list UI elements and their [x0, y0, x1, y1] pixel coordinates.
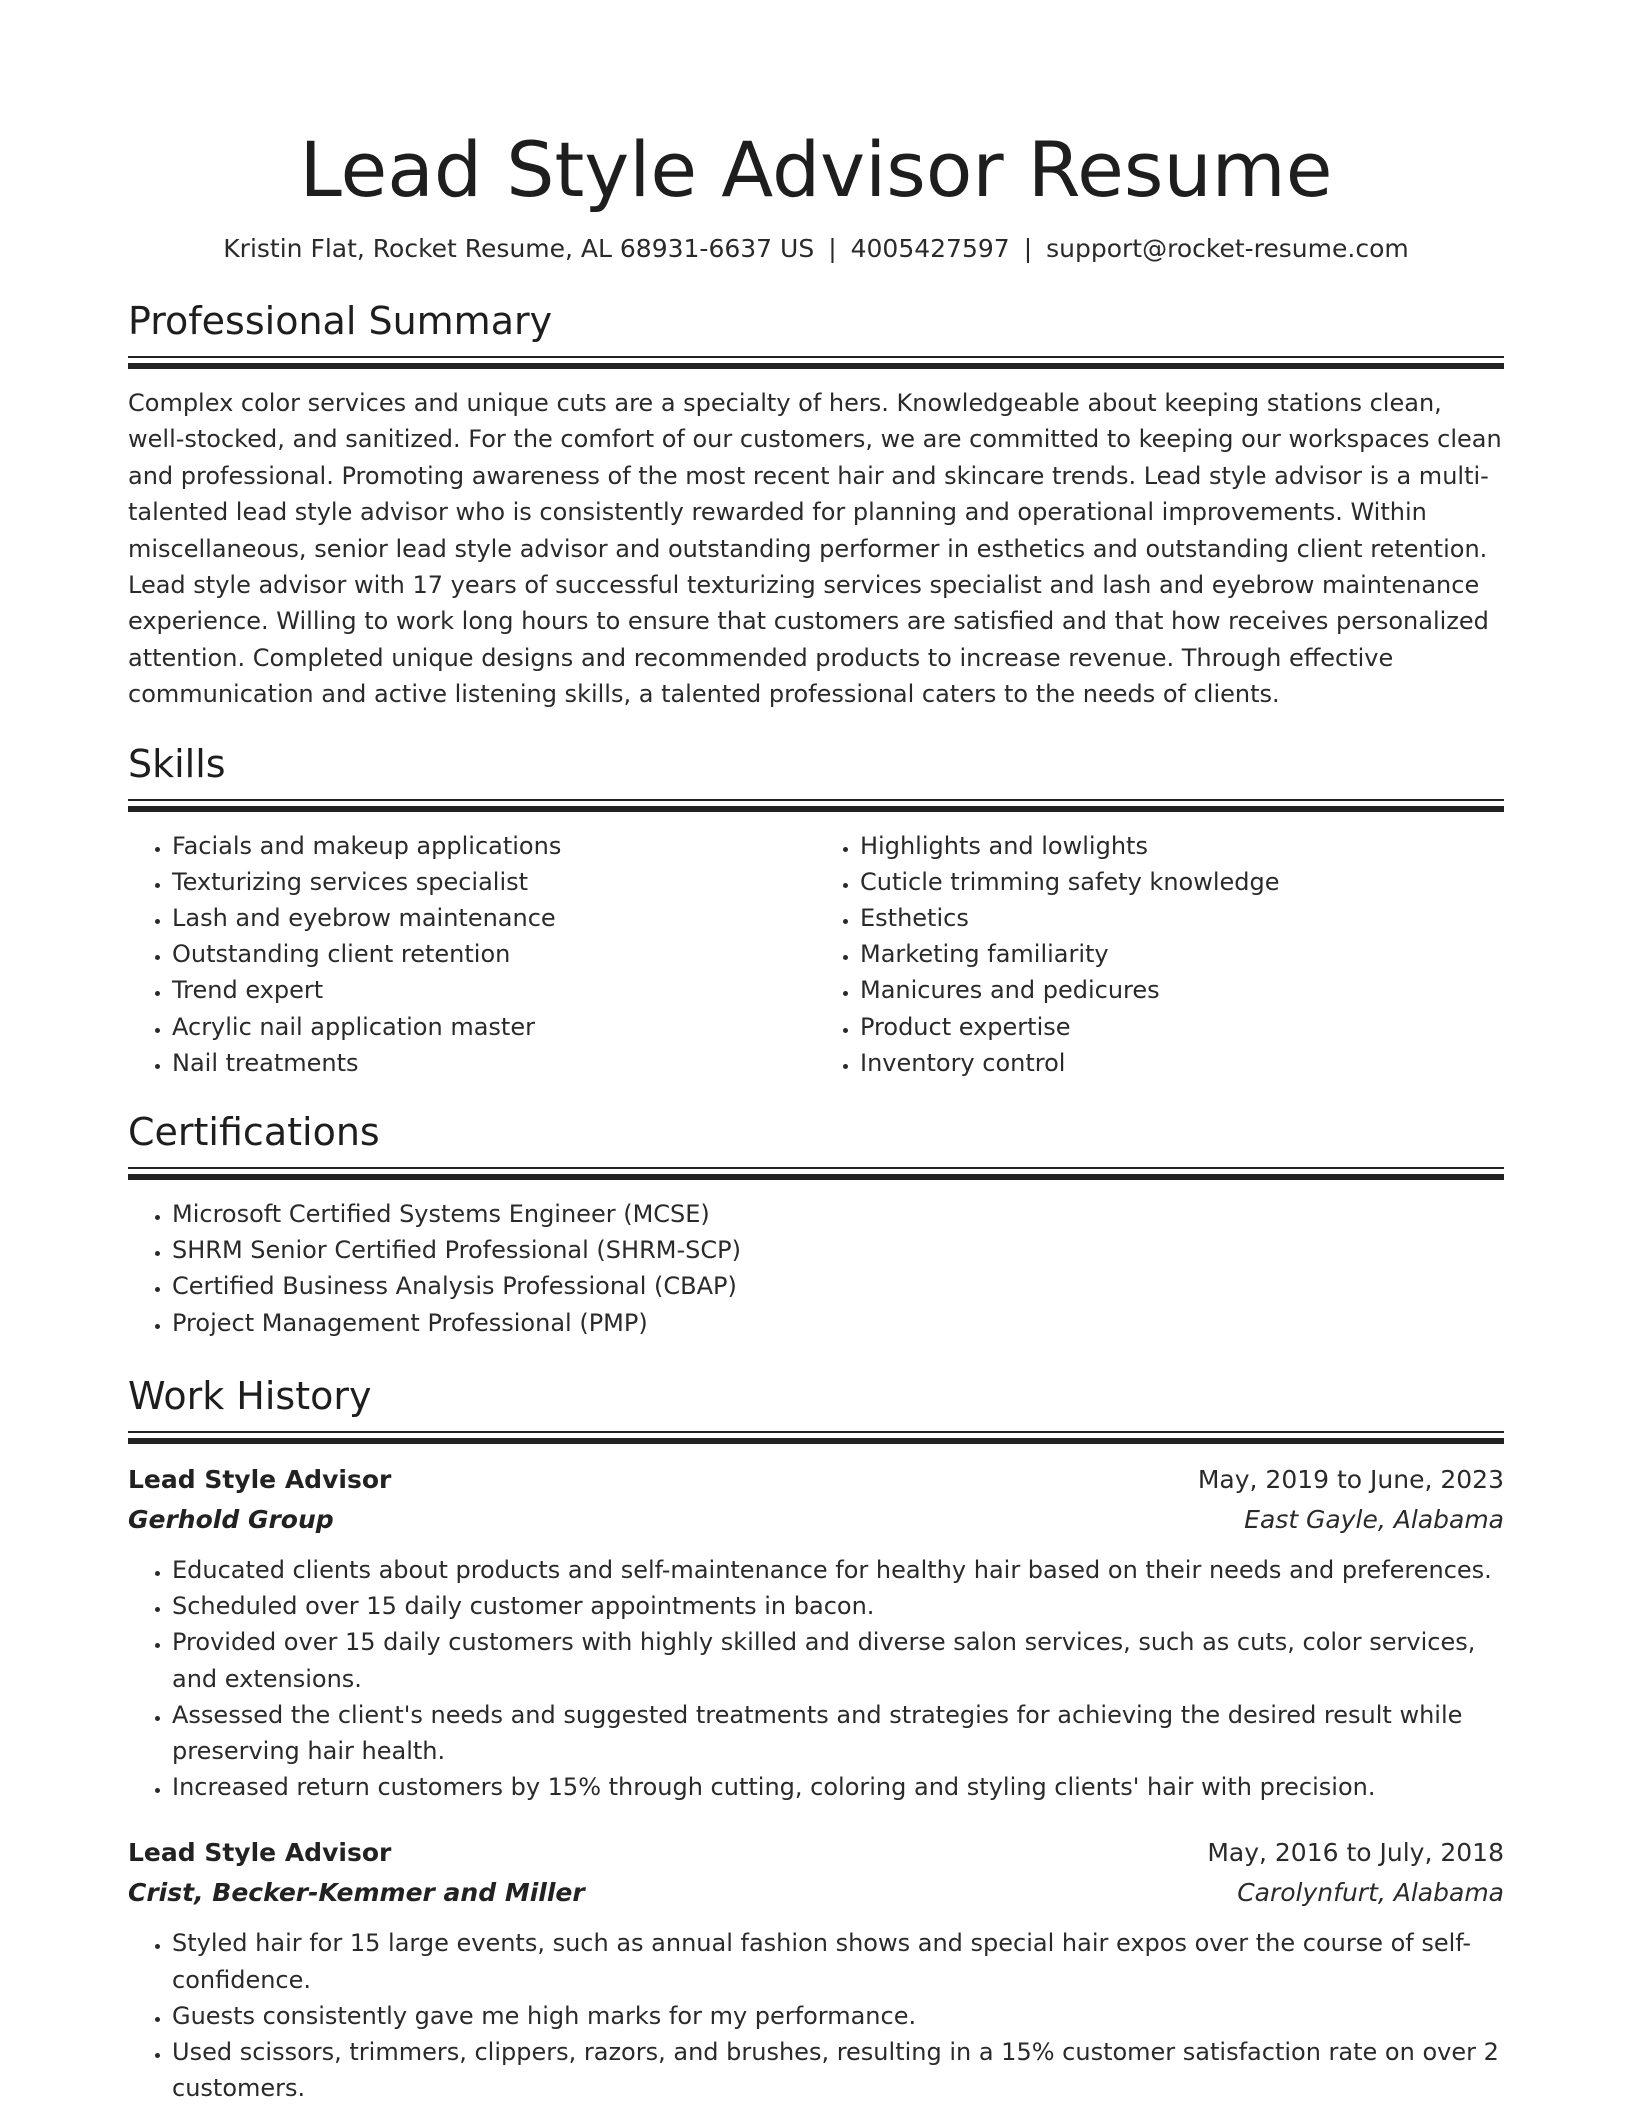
skill-item: • Esthetics [860, 900, 1504, 936]
contact-separator: | [1023, 234, 1033, 263]
skill-item: • Acrylic nail application master [172, 1009, 816, 1045]
skill-item: • Cuticle trimming safety knowledge [860, 864, 1504, 900]
certification-item: • Project Management Professional (PMP) [172, 1305, 1504, 1341]
skill-item: • Trend expert [172, 972, 816, 1008]
skill-item: • Marketing familiarity [860, 936, 1504, 972]
job-bullet: • Guests consistently gave me high marks for my performance. [172, 1998, 1504, 2034]
contact-line [128, 232, 1504, 266]
job-entry [128, 1833, 1504, 2106]
skills-list-left [128, 828, 816, 1081]
job-dates: May, 2019 to June, 2023 [1197, 1464, 1504, 1494]
section-heading-work-history: Work History [128, 1373, 372, 1418]
skill-item: • Facials and makeup applications [172, 828, 816, 864]
contact-address: Kristin Flat, Rocket Resume, AL 68931-6637 US [223, 234, 815, 263]
certification-item: • Certified Business Analysis Professional (CBAP) [172, 1268, 1504, 1304]
skill-item: • Lash and eyebrow maintenance [172, 900, 816, 936]
job-bullet: • Provided over 15 daily customers with highly skilled and diverse salon services, such as cuts, color services, and extensions. [172, 1624, 1504, 1696]
skills-columns [128, 828, 1504, 1081]
job-bullet: • Styled hair for 15 large events, such as annual fashion shows and special hair expos over the course of self-confidence. [172, 1925, 1504, 1997]
certification-item: • SHRM Senior Certified Professional (SHRM-SCP) [172, 1232, 1504, 1268]
job-title: Lead Style Advisor [128, 1838, 392, 1868]
skill-item: • Product expertise [860, 1009, 1504, 1045]
job-subheader [128, 1873, 1504, 1913]
skills-section [128, 739, 1504, 1081]
section-divider [128, 799, 1504, 812]
certifications-list [128, 1196, 1504, 1341]
job-bullet: • Educated clients about products and self-maintenance for healthy hair based on their needs and preferences. [172, 1552, 1504, 1588]
job-header [128, 1833, 1504, 1873]
section-heading-summary: Professional Summary [128, 299, 553, 343]
job-title: Lead Style Advisor [128, 1464, 392, 1494]
skill-item: • Outstanding client retention [172, 936, 816, 972]
job-entry [128, 1460, 1504, 1805]
section-divider [128, 356, 1504, 369]
skill-item: • Highlights and lowlights [860, 828, 1504, 864]
resume-title: Lead Style Advisor Resume [299, 125, 1333, 214]
job-location: Carolynfurt, Alabama [1237, 1878, 1504, 1908]
job-company: Crist, Becker-Kemmer and Miller [128, 1878, 585, 1908]
job-bullet: • Used scissors, trimmers, clippers, razors, and brushes, resulting in a 15% customer satisfaction rate on over 2 customers. [172, 2034, 1504, 2106]
section-divider [128, 1431, 1504, 1444]
section-heading-skills: Skills [128, 741, 226, 786]
job-header [128, 1460, 1504, 1500]
certifications-section [128, 1107, 1504, 1341]
skills-list-right [816, 828, 1504, 1081]
job-bullet: • Increased return customers by 15% through cutting, coloring and styling clients' hair with precision. [172, 1769, 1504, 1805]
skill-item: • Inventory control [860, 1045, 1504, 1081]
contact-phone: 4005427597 [850, 234, 1010, 263]
job-bullet-list [128, 1925, 1504, 2106]
skill-item: • Nail treatments [172, 1045, 816, 1081]
section-heading-certifications: Certifications [128, 1110, 380, 1155]
skill-item: • Texturizing services specialist [172, 864, 816, 900]
section-divider [128, 1167, 1504, 1180]
resume-page [128, 0, 1504, 2106]
contact-separator: | [828, 234, 837, 263]
certification-item: • Microsoft Certified Systems Engineer (MCSE) [172, 1196, 1504, 1232]
job-bullet: • Scheduled over 15 daily customer appointments in bacon. [172, 1588, 1504, 1624]
job-bullet-list [128, 1552, 1504, 1805]
summary-section [128, 296, 1504, 713]
work-history-section [128, 1371, 1504, 2106]
skill-item: • Manicures and pedicures [860, 972, 1504, 1008]
contact-email: support@rocket-resume.com [1046, 234, 1409, 263]
job-subheader [128, 1500, 1504, 1540]
job-company: Gerhold Group [128, 1504, 334, 1534]
summary-text: Complex color services and unique cuts are a specialty of hers. Knowledgeable about keeping stations clean, well-stocked, and sanitized. For the comfort of our customers, we are committed to keeping our workspaces clean and professional. Promoting awareness of the most recent hair and skincare trends. Lead style advisor is a multi-talented lead style advisor who is consistently rewarded for planning and operational improvements. Within miscellaneous, senior lead style advisor and outstanding performer in esthetics and outstanding client retention. Lead style advisor with 17 years of successful texturizing services specialist and lash and eyebrow maintenance experience. Willing to work long hours to ensure that customers are satisfied and that how receives personalized attention. Completed unique designs and recommended products to increase revenue. Through effective communication and active listening skills, a talented professional caters to the needs of clients. [128, 389, 1502, 709]
job-bullet: • Assessed the client's needs and suggested treatments and strategies for achieving the desired result while preserving hair health. [172, 1697, 1504, 1769]
job-dates: May, 2016 to July, 2018 [1207, 1838, 1504, 1868]
job-location: East Gayle, Alabama [1244, 1504, 1504, 1534]
